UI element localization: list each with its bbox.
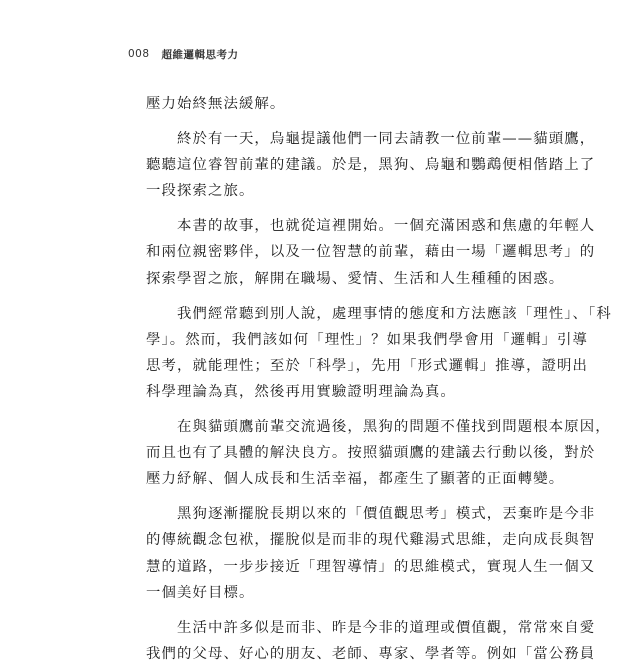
text-line: 生活中許多似是而非、昨是今非的道理或價值觀，常常來自愛 bbox=[146, 619, 596, 636]
text-line: 的傳統觀念包袱，擺脫似是而非的現代雞湯式思維，走向成長與智 bbox=[146, 532, 596, 549]
page-number: 008 bbox=[128, 48, 150, 60]
text-line: 而且也有了具體的解決良方。按照貓頭鷹的建議去行動以後，對於 bbox=[146, 445, 596, 462]
text-line: 我們經常聽到別人說，處理事情的態度和方法應該「理性」、「科 bbox=[146, 305, 612, 322]
text-line: 終於有一天，烏龜提議他們一同去請教一位前輩——貓頭鷹， bbox=[146, 131, 596, 148]
book-title: 超維邏輯思考力 bbox=[161, 48, 239, 61]
text-line: 一個美好目標。 bbox=[146, 584, 255, 601]
text-line: 壓力紓解、個人成長和生活幸福，都產生了顯著的正面轉變。 bbox=[146, 471, 565, 488]
text-line: 科學理論為真，然後再用實驗證明理論為真。 bbox=[146, 383, 456, 400]
running-header bbox=[128, 45, 239, 63]
text-line: 一段探索之旅。 bbox=[146, 183, 255, 200]
text-line: 慧的道路，一步步接近「理智導情」的思維模式，實現人生一個又 bbox=[146, 558, 596, 575]
text-line: 本書的故事，也就從這裡開始。一個充滿困惑和焦慮的年輕人 bbox=[146, 218, 596, 235]
text-line: 和兩位親密夥伴，以及一位智慧的前輩，藉由一場「邏輯思考」的 bbox=[146, 244, 596, 261]
text-line: 在與貓頭鷹前輩交流過後，黑狗的問題不僅找到問題根本原因， bbox=[146, 419, 611, 436]
text-line: 我們的父母、好心的朋友、老師、專家、學者等。例如「當公務員 bbox=[146, 645, 596, 662]
text-line: 黑狗逐漸擺脫長期以來的「價值觀思考」模式，丟棄昨是今非 bbox=[146, 506, 596, 523]
body-text bbox=[146, 91, 612, 667]
text-line: 學」。然而，我們該如何「理性」？如果我們學會用「邏輯」引導 bbox=[146, 331, 589, 348]
text-line: 思考，就能理性；至於「科學」，先用「形式邏輯」推導，證明出 bbox=[146, 357, 589, 374]
text-line: 聽聽這位睿智前輩的建議。於是，黑狗、烏龜和鸚鵡便相偕踏上了 bbox=[146, 157, 596, 174]
text-line: 探索學習之旅，解開在職場、愛情、生活和人生種種的困惑。 bbox=[146, 270, 565, 287]
text-line: 壓力始終無法緩解。 bbox=[146, 96, 286, 112]
